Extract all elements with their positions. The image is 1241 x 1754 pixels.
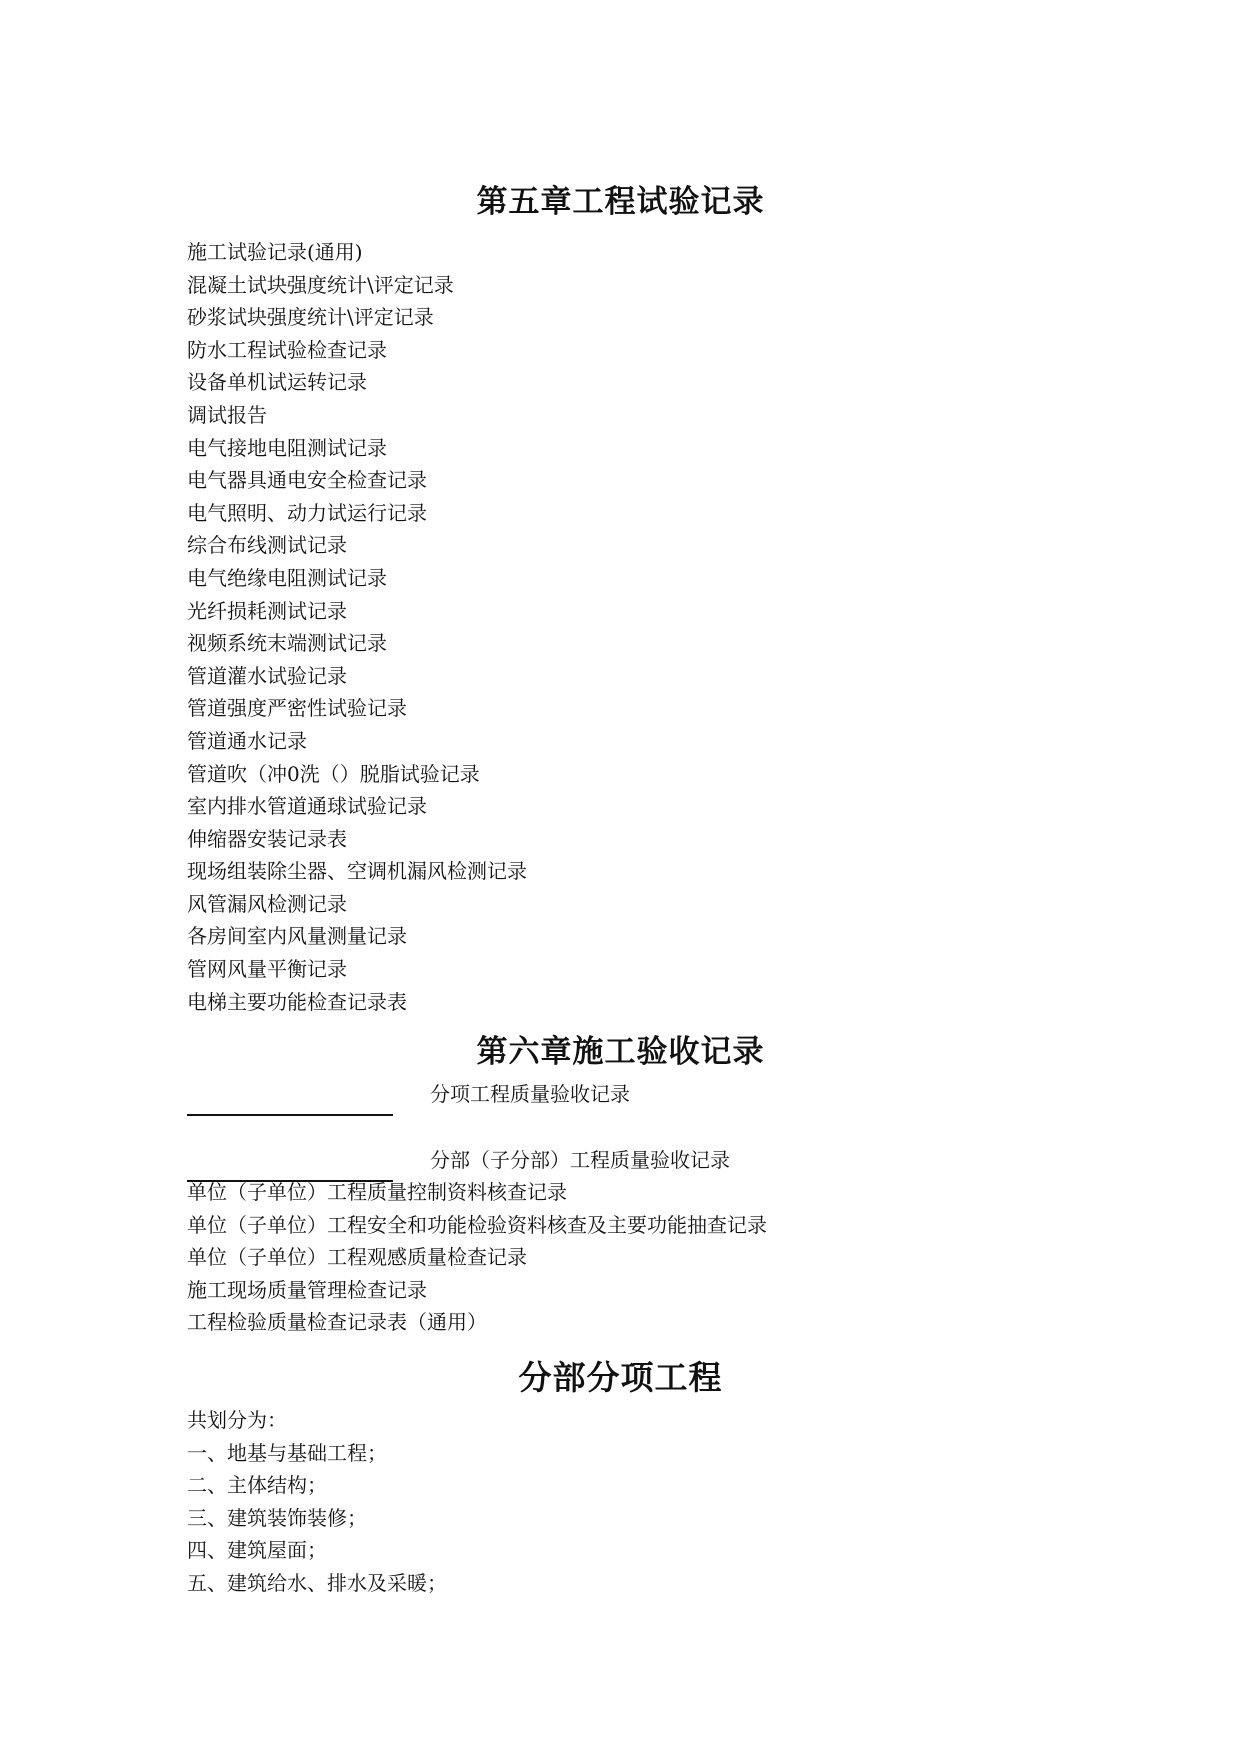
list-item: 电梯主要功能检查记录表: [187, 989, 407, 1014]
list-item: 单位（子单位）工程观感质量检查记录: [187, 1245, 527, 1270]
list-item: 四、建筑屋面；: [187, 1538, 327, 1563]
list-item: 混凝土试块强度统计\评定记录: [187, 272, 454, 297]
list-item: 风管漏风检测记录: [187, 891, 347, 916]
list-item: 视频系统末端测试记录: [187, 631, 387, 656]
list-item: 管道灌水试验记录: [187, 663, 347, 688]
list-item: 伸缩器安装记录表: [187, 826, 347, 851]
list-item: 五、建筑给水、排水及采暖；: [187, 1570, 447, 1595]
list-item: 二、主体结构；: [187, 1473, 327, 1498]
list-item: 光纤损耗测试记录: [187, 598, 347, 623]
blank-entry-label: 分项工程质量验收记录: [430, 1082, 630, 1106]
chapter5-title: 第五章工程试验记录: [476, 184, 765, 220]
list-item: 电气器具通电安全检查记录: [187, 468, 427, 493]
fill-in-underline: [187, 1114, 393, 1116]
list-item: 管道通水记录: [187, 728, 307, 753]
list-item: 现场组装除尘器、空调机漏风检测记录: [187, 859, 527, 884]
list-item: 室内排水管道通球试验记录: [187, 794, 427, 819]
blank-entry-row: [187, 1078, 887, 1118]
section-list: [187, 1404, 447, 1600]
list-item: 共划分为：: [187, 1408, 287, 1432]
list-item: 单位（子单位）工程质量控制资料核查记录: [187, 1180, 567, 1204]
list-item: 工程检验质量检查记录表（通用）: [187, 1310, 487, 1335]
list-item: 调试报告: [187, 402, 267, 427]
list-item: 三、建筑装饰装修；: [187, 1505, 367, 1530]
list-item: 砂浆试块强度统计\评定记录: [187, 305, 434, 330]
list-item: 管道吹（冲0洗（）脱脂试验记录: [187, 761, 480, 786]
section-title: 分部分项工程: [518, 1358, 723, 1397]
chapter6-title: 第六章施工验收记录: [476, 1034, 765, 1070]
list-item: 施工现场质量管理检查记录: [187, 1277, 427, 1302]
list-item: 综合布线测试记录: [187, 533, 347, 558]
list-item: 管网风量平衡记录: [187, 957, 347, 982]
list-item: 电气照明、动力试运行记录: [187, 500, 427, 525]
chapter5-list: [187, 236, 527, 1018]
list-item: 单位（子单位）工程安全和功能检验资料核查及主要功能抽查记录: [187, 1212, 767, 1237]
list-item: 电气接地电阻测试记录: [187, 435, 387, 460]
list-item: 设备单机试运转记录: [187, 370, 367, 395]
list-item: 防水工程试验检查记录: [187, 337, 387, 362]
list-item: 各房间室内风量测量记录: [187, 924, 407, 949]
list-item: 电气绝缘电阻测试记录: [187, 565, 387, 590]
list-item: 施工试验记录(通用): [187, 240, 363, 264]
list-item: 一、地基与基础工程；: [187, 1440, 387, 1465]
chapter6-list: [187, 1176, 767, 1339]
blank-entry-label: 分部（子分部）工程质量验收记录: [430, 1148, 730, 1172]
list-item: 管道强度严密性试验记录: [187, 696, 407, 721]
